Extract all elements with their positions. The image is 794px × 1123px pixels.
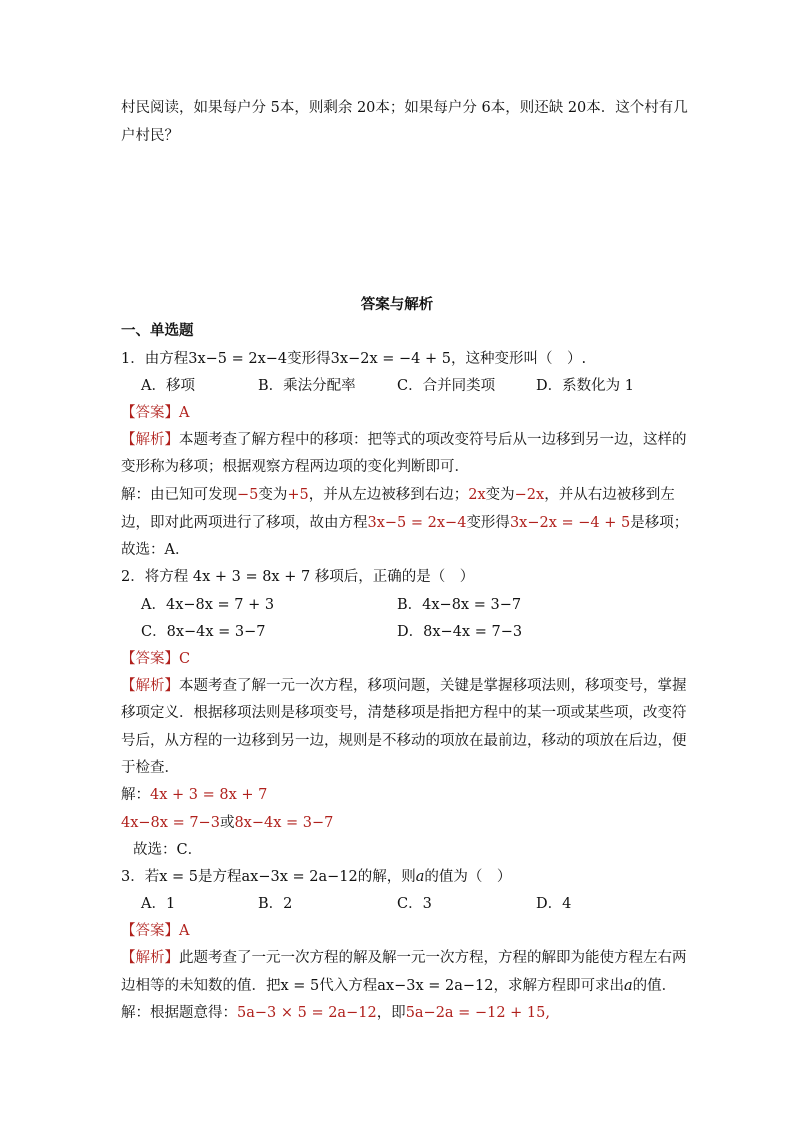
q1-choose: 故选：A．	[121, 542, 190, 558]
solution-math: 5a−2a = −12 + 15,	[405, 1005, 550, 1021]
q1-stem-text: ，这种变形叫（ ）.	[450, 351, 587, 367]
analysis-text: 的值．	[632, 978, 677, 994]
q1-solution-line2	[121, 513, 688, 533]
answer-label: 【答案】	[121, 405, 179, 421]
option-math: 4x−8x = 7 + 3	[165, 597, 275, 613]
q3-option-d: D．4	[536, 896, 572, 912]
solution-text: 解：	[121, 787, 150, 803]
prev-problem-line1: 村民阅读，如果每户分 5本，则剩余 20本；如果每户分 6本，则还缺 20本．这个村有几	[121, 100, 688, 116]
q2-choose: 故选：C．	[133, 842, 203, 858]
solution-math: −5	[237, 487, 259, 503]
option-label: B．	[397, 597, 423, 613]
q2-stem-text: 移项后，正确的是（ ）	[314, 569, 475, 585]
option-math: 4x−8x = 3−7	[422, 597, 522, 613]
q2-stem-text: 2．将方程	[121, 569, 189, 585]
q3-stem-text: 的解，则	[357, 869, 416, 885]
analysis-label: 【解析】	[121, 678, 179, 694]
q3-analysis-line1	[121, 948, 687, 968]
q2-analysis-line2: 移项定义．根据移项法则是移项变号，清楚移项是指把方程中的某一项或某些项，改变符	[121, 705, 687, 721]
q3-stem	[121, 867, 511, 887]
q3-stem-text: 3．若	[121, 869, 160, 885]
analysis-label: 【解析】	[121, 950, 179, 966]
q1-option-a: A．移项	[141, 378, 195, 394]
q3-answer	[121, 921, 189, 941]
analysis-text: 本题考查了解方程中的移项：把等式的项改变符号后从一边移到另一边，这样的	[179, 432, 687, 448]
option-math: 8x−4x = 3−7	[166, 624, 266, 640]
answer-value: A	[179, 923, 190, 939]
solution-text: 边，即对此两项进行了移项，故由方程	[121, 515, 368, 531]
solution-math: 8x−4x = 3−7	[234, 815, 334, 831]
q1-stem-text: 1．由方程	[121, 351, 189, 367]
q2-solution-line2	[121, 813, 333, 833]
solution-math: 3x−2x = −4 + 5	[509, 515, 631, 531]
q2-solution-line1	[121, 785, 267, 805]
q1-stem	[121, 349, 586, 369]
q1-solution-line1	[121, 485, 675, 505]
q1-analysis-line2: 变形称为移项；根据观察方程两边项的变化判断即可．	[121, 459, 469, 475]
answer-label: 【答案】	[121, 651, 179, 667]
answer-label: 【答案】	[121, 923, 179, 939]
q2-option-b	[397, 595, 521, 615]
solution-math: 4x + 3 = 8x + 7	[150, 787, 268, 803]
q1-option-b: B．乘法分配率	[258, 378, 356, 394]
solution-text: 解：根据题意得：	[121, 1005, 237, 1021]
q3-analysis-line2	[121, 976, 676, 996]
analysis-label: 【解析】	[121, 432, 179, 448]
q1-analysis-line1	[121, 430, 687, 450]
q2-answer	[121, 649, 190, 669]
answer-value: C	[179, 651, 191, 667]
q1-option-d: D．系数化为 1	[536, 378, 634, 394]
analysis-text: ，求解方程即可求出	[493, 978, 624, 994]
q2-stem	[121, 567, 474, 587]
section-heading: 一、单选题	[121, 322, 194, 339]
q3-equation: x = 5	[159, 869, 199, 885]
analysis-math: ax−3x = 2a−12	[377, 978, 494, 994]
q1-equation: 3x−5 = 2x−4	[188, 351, 288, 367]
q1-stem-text: 变形得	[287, 351, 331, 367]
solution-text: ，即	[376, 1005, 406, 1021]
option-label: D．	[397, 624, 424, 640]
analysis-text: 本题考查了解一元一次方程，移项问题，关键是掌握移项法则，移项变号，掌握	[179, 678, 687, 694]
q2-option-c	[141, 622, 266, 642]
solution-text: ，并从右边被移到左	[544, 487, 675, 503]
analysis-math: x = 5	[280, 978, 320, 994]
q3-stem-text: 是方程	[198, 869, 242, 885]
q3-option-a: A．1	[141, 896, 176, 912]
solution-math: +5	[287, 487, 309, 503]
solution-text: 或	[219, 815, 235, 831]
answer-title: 答案与解析	[360, 296, 434, 313]
solution-text: 是移项；	[630, 515, 689, 531]
solution-math: 2x	[468, 487, 486, 503]
q3-option-c: C．3	[397, 896, 432, 912]
q3-solution-line1	[121, 1003, 550, 1023]
q3-stem-text: 的值为（ ）	[424, 869, 512, 885]
q3-variable: a	[415, 869, 425, 885]
q2-equation: 4x + 3 = 8x + 7	[192, 569, 311, 585]
solution-text: ，并从左边被移到右边；	[308, 487, 469, 503]
analysis-text: 代入方程	[319, 978, 378, 994]
q2-option-a	[141, 595, 274, 615]
q2-analysis-line3: 号后，从方程的一边移到另一边，规则是不移动的项放在最前边，移动的项放在后边，便	[121, 733, 687, 749]
q3-equation: ax−3x = 2a−12	[241, 869, 358, 885]
option-label: A．	[141, 597, 166, 613]
solution-text: 变形得	[466, 515, 510, 531]
solution-text: 解：由已知可发现	[121, 487, 237, 503]
solution-math: 4x−8x = 7−3	[121, 815, 220, 831]
solution-math: −2x	[514, 487, 545, 503]
solution-text: 变为	[485, 487, 515, 503]
q1-equation: 3x−2x = −4 + 5	[330, 351, 451, 367]
option-math: 8x−4x = 7−3	[423, 624, 523, 640]
q2-analysis-line4: 于检查．	[121, 760, 179, 776]
q1-answer	[121, 403, 189, 423]
analysis-text: 此题考查了一元一次方程的解及解一元一次方程，方程的解即为能使方程左右两	[179, 950, 687, 966]
analysis-text: 边相等的未知数的值．把	[121, 978, 281, 994]
q3-option-b: B．2	[258, 896, 293, 912]
solution-math: 5a−3 × 5 = 2a−12	[237, 1005, 377, 1021]
prev-problem-line2: 户村民？	[121, 128, 179, 144]
solution-math: 3x−5 = 2x−4	[367, 515, 467, 531]
solution-text: 变为	[258, 487, 288, 503]
analysis-math: a	[624, 978, 633, 994]
q1-option-c: C．合并同类项	[397, 378, 496, 394]
q2-analysis-line1	[121, 676, 687, 696]
q2-option-d	[397, 622, 522, 642]
option-label: C．	[141, 624, 167, 640]
answer-value: A	[179, 405, 190, 421]
